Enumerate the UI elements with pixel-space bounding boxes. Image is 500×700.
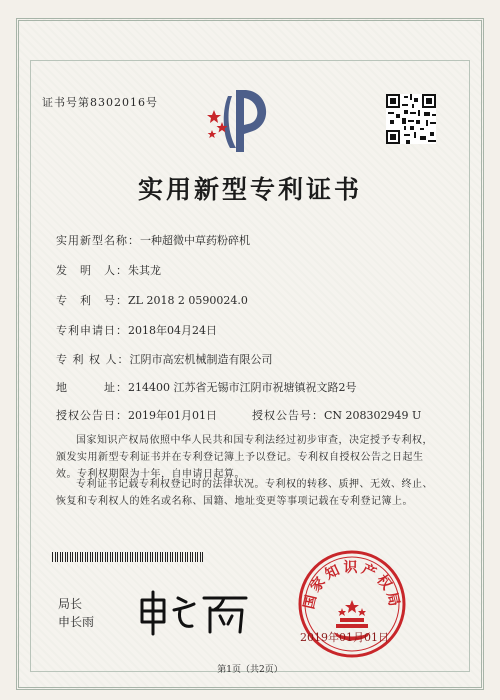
field-inventor [56,262,161,278]
field-label: 专 利 权 人： [56,353,130,366]
field-label: 地 址： [56,381,128,394]
field-label: 专利申请日： [56,324,128,337]
field-value: 214400 江苏省无锡市江阴市祝塘镇祝文路2号 [128,381,357,394]
director-name: 申长雨 [58,615,95,629]
field-grant-date [56,407,421,423]
field-utility-model-name [56,232,250,248]
field-value: CN 208302949 U [324,409,422,422]
field-patentee [56,351,273,367]
certificate-paragraph: 专利证书记载专利权登记时的法律状况。专利权的转移、质押、无效、终止、恢复和专利权人的姓名或名称、国籍、地址变更等事项记载在专利登记簿上。 [56,479,433,507]
field-value: 一种超微中草药粉碎机 [140,234,250,247]
svg-text:国家知识产权局: 国家知识产权局 [301,560,403,611]
field-value: 江阴市高宏机械制造有限公司 [129,353,273,366]
field-value: 2019年01月01日 [128,409,217,422]
field-label: 授权公告号： [252,409,324,422]
field-value: 朱其龙 [128,264,161,277]
field-label: 实用新型名称： [56,234,140,247]
certificate-title: 实用新型专利证书 [137,175,362,204]
field-label: 授权公告日： [56,409,128,422]
patent-office-logo-icon [200,86,280,154]
director-signature-icon [134,588,264,638]
barcode-icon [52,552,204,562]
field-application-date [56,322,217,338]
field-label: 发 明 人： [56,264,128,277]
certificate-number: 证书号第8302016号 [42,96,158,109]
field-patent-number [56,292,248,308]
field-value: ZL 2018 2 0590024.0 [128,294,248,307]
field-label: 专 利 号： [56,294,128,307]
field-value: 2018年04月24日 [128,324,217,337]
seal-date: 2019年01月01日 [300,631,389,644]
director-title: 局长 [58,597,83,611]
page-number: 第1页（共2页） [217,665,283,675]
field-address [56,379,357,395]
qr-code-icon [386,94,436,144]
certificate-paragraph: 国家知识产权局依照中华人民共和国专利法经过初步审查，决定授予专利权，颁发实用新型专利证书并在专利登记簿上予以登记。专利权自授权公告之日起生效。专利权期限为十年，自申请日起算。 [56,435,433,480]
